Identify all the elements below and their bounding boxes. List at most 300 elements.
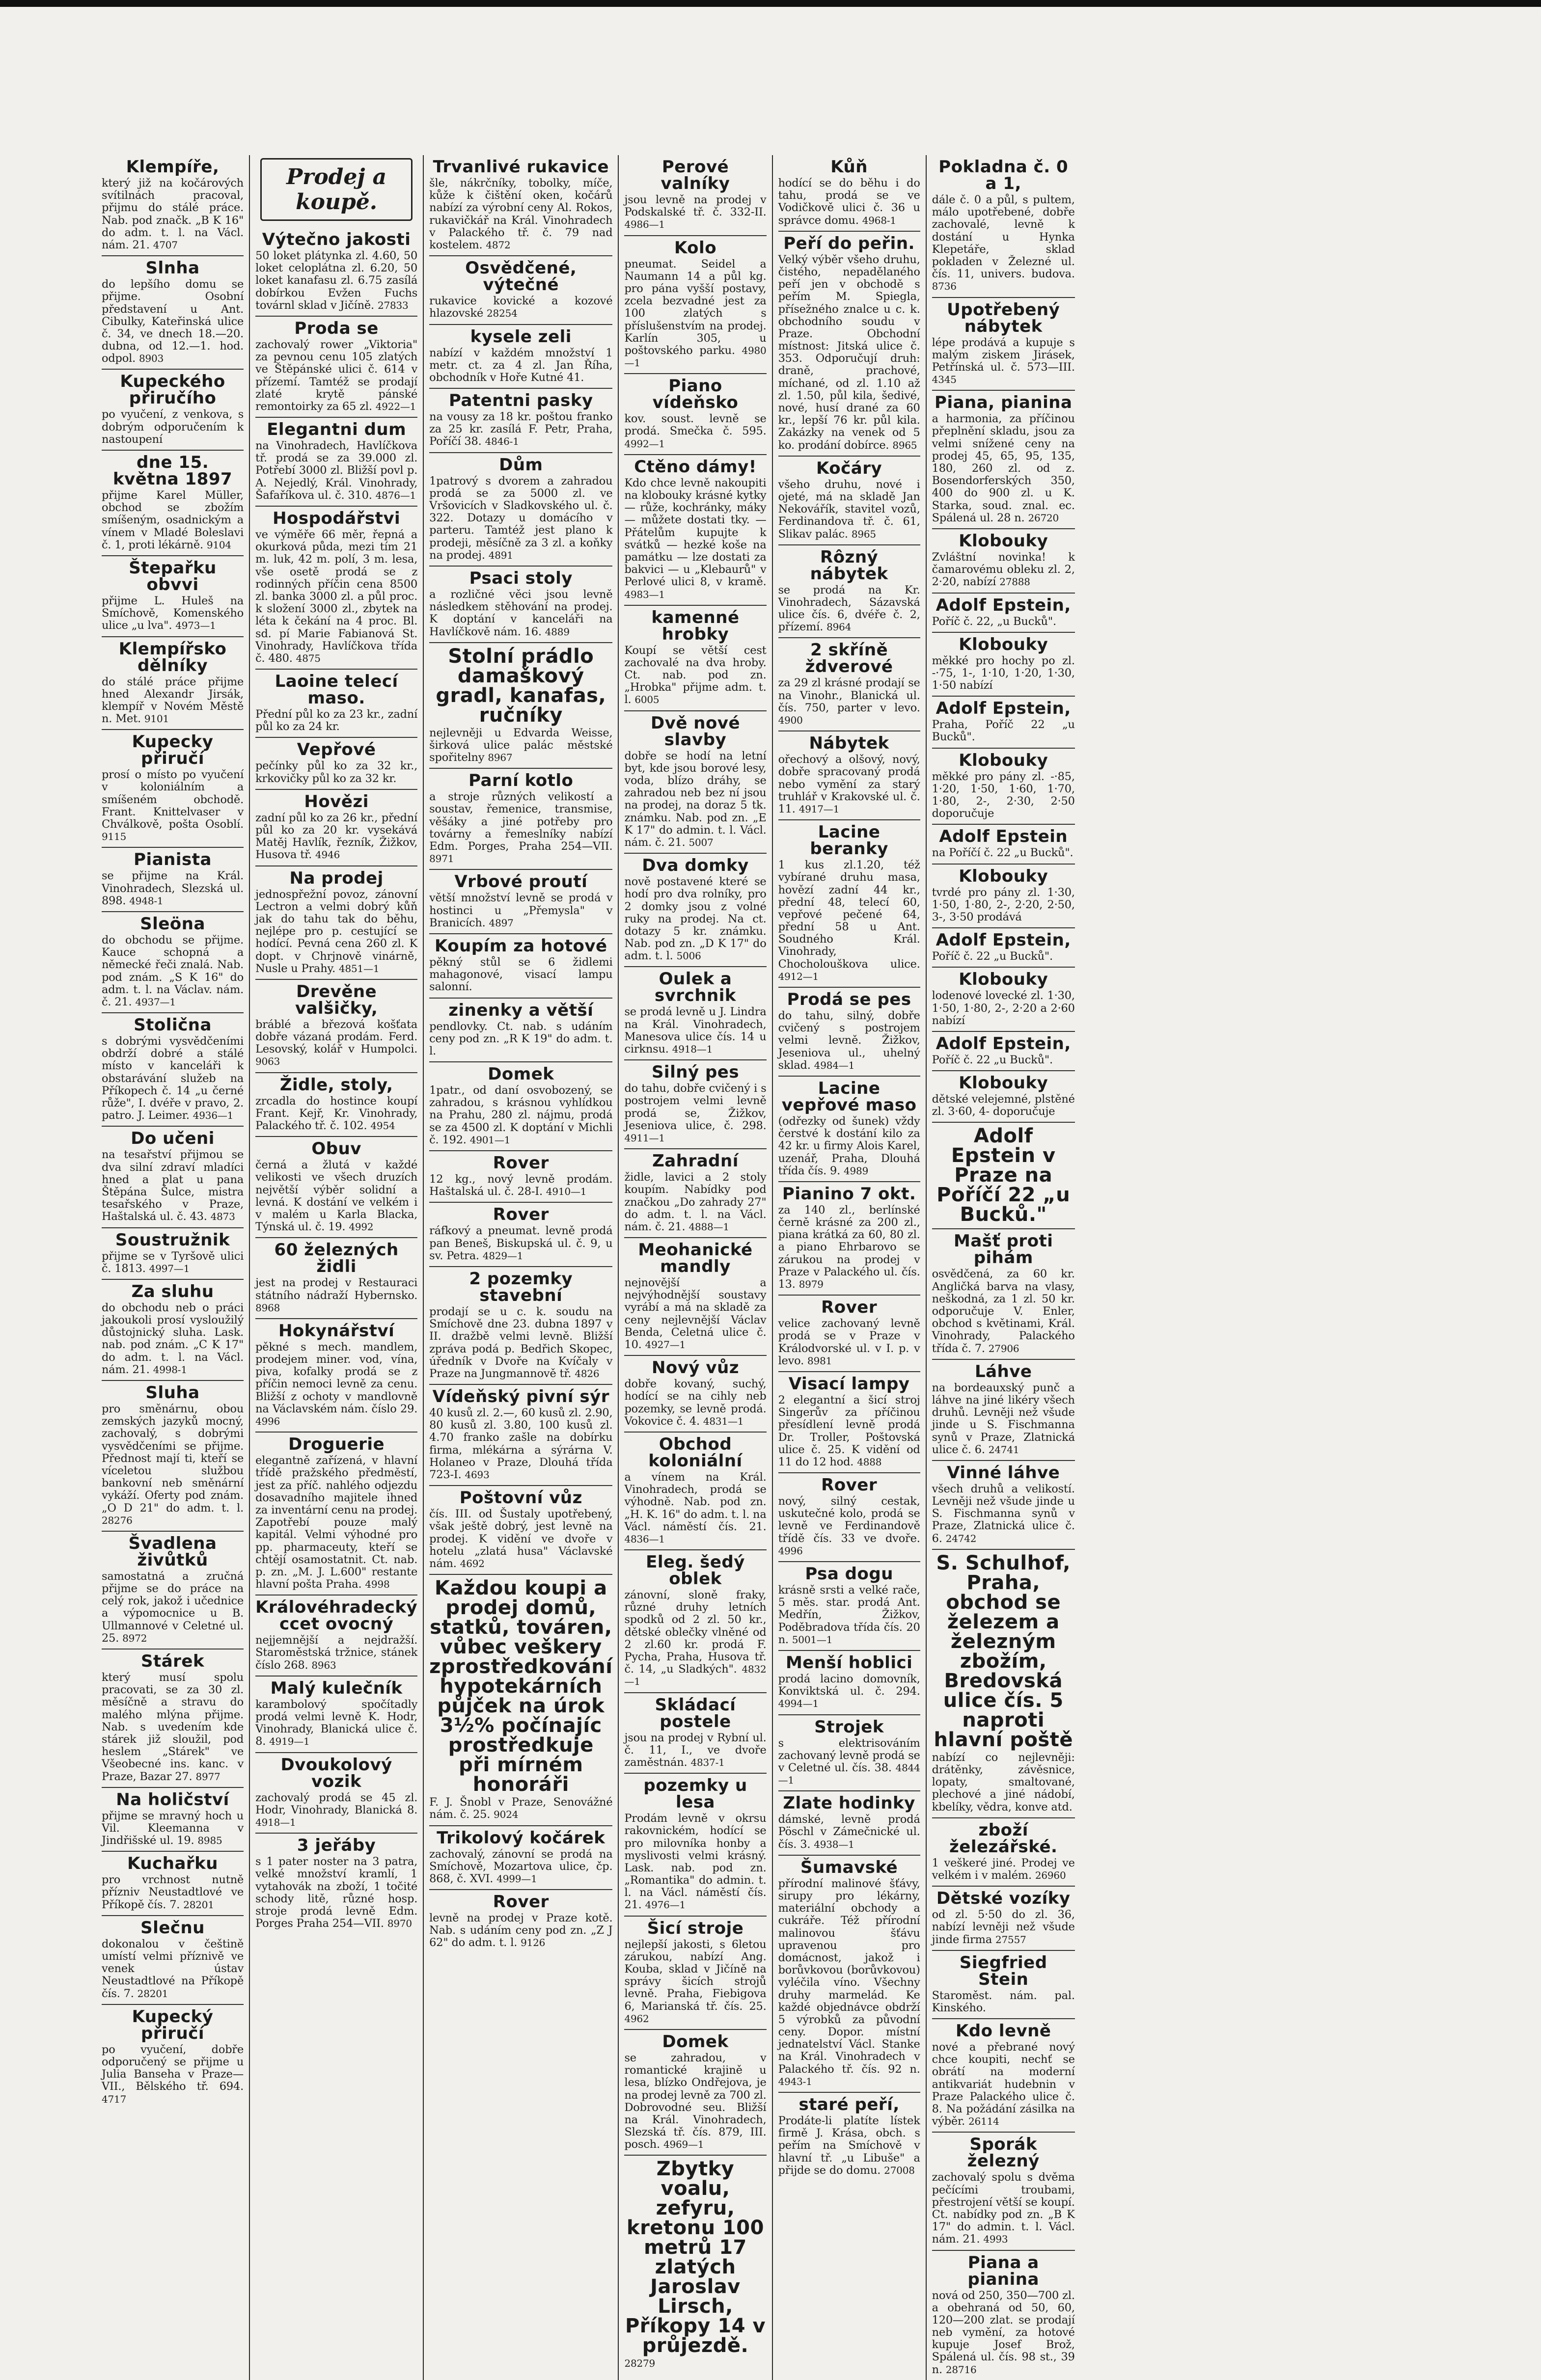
ad-text: do obchodu neb o práci jakoukoli prosí vysloužilý důstojnický sluha. Lask. nab. pod znám. „C K 17" do adm. t. l. na Václ. nám. 21. [102, 1301, 244, 1376]
column-4 [619, 155, 772, 2380]
ad-text: Koupí se větší cest zachovalé na dva hroby. Ct. nab. pod zn. „Hrobka" přijme adm. t. l. [624, 644, 767, 706]
ad-code: 5006 [676, 950, 701, 962]
classified-ad [102, 1788, 244, 1852]
ad-title: Pokladna č. 0 a 1, [938, 157, 1069, 193]
ad-body [255, 889, 417, 975]
ad-title: Klobouky [959, 970, 1048, 990]
ad-text: Poříč č. 22 „u Bucků". [932, 950, 1053, 963]
classified-ad [429, 1385, 612, 1486]
ad-code: 4832—1 [624, 1663, 767, 1688]
classified-ad [932, 298, 1075, 391]
ad-body [429, 1912, 612, 1949]
ad-code: 4891 [488, 549, 513, 561]
ad-text: s 1 pater noster na 3 patra, velké množství kramlí, 1 vytahovák na zboží, 1 točité schody litě, různé hosp. stroje prodá levně Edm. Porges Praha 254—VII. [255, 1855, 418, 1930]
classified-ad [429, 1151, 612, 1203]
ad-text: se zahradou, v romantické krajině u lesa, blízko Ondřejova, je na prodej levně za 700 zl. Dobrovodné seu. Bližší na Král. Vinohradech, Slezská tř. čís. 879, III. posch. [624, 2051, 767, 2151]
ad-title: Nábytek [809, 733, 889, 754]
ad-title: Láhve [974, 1361, 1032, 1381]
ad-text: jsou na prodej v Rybní ul. č. 11, I., ve dvoře zaměstnán. [624, 1731, 767, 1769]
classified-ad [624, 1774, 766, 1917]
ad-title: Adolf Epstein [939, 827, 1068, 847]
ad-text: do stálé práce přijme hned Alexandr Jirsák, klempíř v Novém Městě n. Met. [102, 675, 244, 726]
ad-code: 4996 [778, 1544, 803, 1557]
classified-ad [429, 1486, 612, 1575]
ad-body [624, 750, 766, 849]
ad-title: Dva domky [642, 856, 749, 876]
ad-title: Oulek a svrchnik [655, 969, 736, 1006]
ad-code: 4927—1 [645, 1339, 686, 1351]
ad-code: 5001—1 [792, 1633, 833, 1646]
ad-title: Adolf Epstein, [936, 1033, 1071, 1054]
ad-code: 4873 [210, 1211, 235, 1223]
ad-title: Šumavské [800, 1857, 898, 1877]
ad-text: pěkné s mech. mandlem, prodejem miner. vod, vína, piva, kofalky prodá se z příčin nemoci levně za cenu. Bližší z ochoty v mandlovně na Václavském nám. číslo 29. [255, 1340, 418, 1415]
classified-ad [102, 1280, 244, 1381]
classified-ad [255, 418, 417, 507]
ad-text: větší množství levně se prodá v hostinci u „Přemysla" v Branicích. [429, 892, 613, 929]
classified-ad [778, 638, 920, 731]
ad-title: Vrbové proutí [454, 872, 588, 892]
ad-text: 1 veškeré jiné. Prodej ve velkém i v malém. [932, 1856, 1075, 1882]
ad-text: 1 kus zl.1.20, též vybírané druhu masa, hovězí zadní 44 kr., přední 48, telecí 60, vepřové pečené 64, přední 58 u Ant. Soudného Král. Vinohrady, Chocholouškova ulice. [778, 859, 920, 971]
classified-ad [932, 968, 1075, 1032]
ad-title: 60 železných židli [274, 1240, 399, 1277]
ad-title: Skládací postele [655, 1695, 736, 1731]
ad-body [102, 934, 244, 1008]
ad-text: po vyučení, dobře odporučený se přijme u Julia Banseha v Praze—VII., Bělského tř. 694. [102, 2043, 244, 2093]
classified-ad [429, 389, 612, 453]
ad-body [778, 1584, 920, 1646]
classified-ad [624, 1060, 766, 1149]
ad-code: 27008 [884, 2164, 915, 2176]
ad-code: 27833 [377, 299, 409, 311]
ad-code: 8967 [488, 752, 513, 764]
ad-title: Mašť proti pihám [953, 1231, 1053, 1268]
ad-body [255, 1019, 417, 1068]
ad-body [624, 258, 766, 370]
classified-ad [102, 1381, 244, 1532]
ad-title: dne 15. května 1897 [112, 453, 233, 489]
ad-body [102, 1874, 244, 1911]
ad-code: 4980—1 [624, 344, 767, 369]
ad-body [778, 254, 920, 452]
ad-title: Zlate hodinky [783, 1793, 915, 1813]
ad-code: 4836—1 [624, 1533, 665, 1545]
ad-body [255, 1159, 417, 1233]
ad-title: Výtečno jakosti [262, 230, 411, 249]
ad-text: židle, lavici a 2 stoly koupím. Nabídky pod značkou „Do zahrady 27" do adm. t. l. na Václ. nám. č. 21. [624, 1171, 767, 1233]
ad-title: Hospodářstvi [273, 509, 401, 528]
classified-ad [429, 934, 612, 999]
classified-ad [255, 1319, 417, 1433]
ad-body [429, 347, 612, 384]
ad-text: měkké pro hochy po zl. -·75, 1-, 1·10, 1·20, 1·30, 1·50 nabízí [932, 654, 1075, 692]
ad-code: 4968-1 [862, 214, 896, 226]
ad-title: 2 pozemky stavební [469, 1269, 573, 1305]
ad-body [932, 337, 1075, 386]
classified-ad [778, 1651, 920, 1715]
ad-body [778, 1878, 920, 2088]
classified-ad [932, 2251, 1075, 2380]
ad-text: od zl. 5·50 do zl. 36, nabízí levněji než všude jinde firma [932, 1908, 1075, 1946]
ad-body [255, 1455, 417, 1591]
ad-title: Kůň [830, 157, 868, 177]
classified-ad [624, 711, 766, 854]
ad-code: 4872 [486, 239, 511, 251]
classified-ad [624, 1149, 766, 1238]
classified-ad [932, 1887, 1075, 1951]
ad-title: Klobouky [959, 531, 1048, 551]
ad-body [429, 177, 612, 251]
ad-code: 4998 [365, 1578, 390, 1591]
ad-title: Šicí stroje [647, 1918, 744, 1938]
ad-body [932, 1054, 1075, 1066]
ad-body [429, 727, 612, 764]
classified-ad [778, 1077, 920, 1182]
ad-text: pro směnárnu, obou zemských jazyků mocný, zachovalý, s dobrými vysvědčeními se přijme. Přednost mají ti, kteří se víceletou službou bankovní neb směnární vykáží. Oferty pod znám. „O D 21" do adm. t. l. [102, 1403, 244, 1515]
ad-code: 4888 [857, 1456, 882, 1468]
ad-body [429, 1508, 612, 1570]
ad-code: 4938—1 [814, 1838, 854, 1850]
ad-code: 27906 [988, 1342, 1019, 1354]
ad-code: 4946 [315, 849, 340, 861]
ad-title: Pianista [134, 850, 212, 870]
ad-code: 4918—1 [255, 1816, 296, 1828]
column-5 [773, 155, 927, 2380]
ad-body [429, 892, 612, 929]
ad-body [429, 411, 612, 448]
ad-text: Poříč č. 22 „u Bucků". [932, 1053, 1053, 1066]
classified-ad [255, 1073, 417, 1137]
ad-title: Proda se [294, 318, 379, 338]
ad-title: Ctěno dámy! [634, 457, 757, 477]
ad-title: Na holičství [116, 1789, 229, 1810]
ad-title: Dvoukolový vozik [280, 1755, 392, 1791]
ad-title: Psaci stoly [469, 568, 573, 588]
ad-body [429, 791, 612, 865]
ad-code: 8970 [387, 1918, 412, 1930]
ad-body [624, 1277, 766, 1351]
ad-text: černá a žlutá v každé velikosti ve všech druzích největší výběr solidní a levná. K dostání ve velkém i v malém u Karla Blacka, Týnská ul. č. 19. [255, 1159, 418, 1234]
ad-title: Lacine beranky [810, 822, 888, 859]
ad-text: přijme se v Tyršově ulici č. 1813. [102, 1249, 244, 1275]
ad-text: Prodám levně v okrsu rakovnickém, hodící se pro milovníka honby a myslivosti velmi krásný. Lask. nab. pod zn. „Romantika" do admin. t. l. na Václ. náměstí čís. 21. [624, 1812, 767, 1912]
ad-text: se prodá levně u J. Lindra na Král. Vinohradech, Manesova ulice čís. 14 u cirknsu. [624, 1005, 767, 1055]
ad-body [778, 1737, 920, 1787]
ad-text: přijme L. Huleš na Smíchově, Komenského ulice „u lva". [102, 594, 244, 632]
classified-ad [932, 1360, 1075, 1461]
ad-code: 4889 [545, 625, 570, 638]
ad-text: s dobrými vysvědčeními obdrží dobré a stálé místo v kanceláři k obstarávání služeb na Příkopech č. 14 „u černé růže", I. dvéře v pravo, 2. patro. J. Leimer. [102, 1035, 244, 1122]
ad-title: Rover [493, 1892, 549, 1912]
ad-code: 8968 [255, 1301, 280, 1314]
classified-ad [255, 1596, 417, 1677]
ad-code: 4917—1 [798, 803, 840, 815]
ad-text: a rozličné věci jsou levně následkem stěhování na prodej. K doptání v kanceláři na Havlíčkově nám. 16. [429, 588, 613, 638]
classified-ad [624, 1693, 766, 1774]
ad-text: na bordeauxský punč a láhve na jiné likéry všech druhů. Levněji než všude jinde u S. Fischmanna synů v Praze, Zlatnická ulice č. 6. [932, 1381, 1075, 1456]
ad-body [778, 1318, 920, 1367]
classified-ad [932, 1461, 1075, 1550]
ad-title: Klempířsko dělníky [118, 639, 227, 676]
ad-body [932, 2171, 1075, 2245]
ad-code: 4997—1 [149, 1262, 190, 1274]
ad-code: 4998-1 [153, 1363, 187, 1376]
classified-ad [778, 232, 920, 457]
classified-ad [255, 317, 417, 418]
ad-text: nabízí co nejlevněji: drátěnky, závěsnice, lopaty, smaltované, plechové a jiné nádobí, kbelíky, vědra, konve atd. [932, 1751, 1075, 1813]
ad-title: Rover [493, 1205, 549, 1225]
ad-code: 4936—1 [193, 1109, 234, 1122]
ad-title: Židle, stoly, [279, 1075, 393, 1095]
ad-code: 4844—1 [778, 1761, 920, 1786]
ad-code: 4976—1 [645, 1899, 686, 1911]
ad-code: 4986—1 [624, 218, 665, 231]
ad-code: 28276 [102, 1514, 133, 1526]
ad-text: karambolový spočítadly prodá velmi levně K. Hodr, Vinohrady, Blanická ulice č. 8. [255, 1698, 418, 1748]
ad-title: Klobouky [959, 1073, 1048, 1093]
classified-ad [429, 256, 612, 325]
ad-body [932, 950, 1075, 963]
classified-ad [624, 1433, 766, 1550]
classified-ad [255, 1433, 417, 1596]
ad-title: Stolična [134, 1015, 212, 1035]
classified-ad [429, 1890, 612, 1953]
classified-ad [429, 643, 612, 769]
ad-body [102, 489, 244, 551]
ad-text: do tahu, dobře cvičený i s postrojem velmi levně prodá se, Žižkov, Jeseniova ulice, č. 298. [624, 1082, 767, 1132]
classified-ad [624, 1550, 766, 1693]
ad-body [102, 1810, 244, 1847]
ad-text: zachovalý prodá se 45 zl. Hodr, Vinohrady, Blanická 8. [255, 1791, 418, 1816]
ad-text: Přední půl ko za 23 kr., zadní půl ko za 24 kr. [255, 708, 418, 733]
ad-title: Visací lampy [788, 1374, 910, 1394]
classified-ad [778, 1791, 920, 1856]
ad-text: 12 kg., nový levně prodám. Haštalská ul. č. 28-I. [429, 1173, 613, 1198]
classified-ad [429, 1062, 612, 1151]
ad-code: 8979 [798, 1278, 824, 1290]
ad-text: nejlevněji u Edvarda Weisse, širková ulice palác městské spořitelny [429, 726, 613, 764]
ad-title: Psa dogu [805, 1564, 893, 1584]
ad-title: Stolní prádlo damaškový gradl, kanafas, ručníky [436, 645, 606, 727]
ad-title: Adolf Epstein, [936, 595, 1071, 615]
ad-body [778, 1204, 920, 1291]
ad-body [932, 655, 1075, 692]
ad-text: měkké pro pány zl. -·85, 1·20, 1·50, 1·60, 1·70, 1·80, 2-, 2·30, 2·50 doporučuje [932, 770, 1075, 820]
ad-body [255, 1856, 417, 1930]
ad-body [932, 771, 1075, 820]
ad-body [429, 1021, 612, 1058]
classified-ad [932, 594, 1075, 633]
ad-title: kysele zeli [470, 326, 572, 347]
ad-body [102, 676, 244, 726]
ad-code: 8965 [851, 528, 876, 540]
ad-title: Na prodej [289, 868, 384, 888]
advertisement-page [96, 155, 1388, 2376]
ad-text: zachovalý, zánovní se prodá na Smíchově, Mozartova ulice, čp. 868, č. XVI. [429, 1847, 613, 1885]
ad-body [102, 769, 244, 843]
ad-body [255, 1277, 417, 1314]
classified-ad [778, 820, 920, 988]
classified-ad [778, 2093, 920, 2181]
ad-title: 2 skříně ždverové [805, 640, 893, 677]
ad-code: 9126 [521, 1937, 546, 1949]
ad-title: Dětské vozíky [936, 1889, 1071, 1909]
classified-ad [102, 451, 244, 556]
ad-title: Menší hoblici [785, 1652, 913, 1673]
ad-body [932, 616, 1075, 628]
ad-text: dobře kovaný, suchý, hodící se na cihly neb pozemky, se levně prodá. Vokovice č. 4. [624, 1378, 767, 1428]
ad-body [102, 1149, 244, 1223]
ad-text: který musí spolu pracovati, se za 30 zl. měsíčně a stravu do malého mlýna přijme. Nab. s uvedením kde stárek již sloužil, pod heslem „Stárek" ve Všeobecné ins. kanc. v Praze, Bazar 27. [102, 1671, 244, 1783]
ad-body [624, 1812, 766, 1912]
classified-ad [778, 1372, 920, 1473]
classified-ad [255, 1753, 417, 1834]
ad-body [932, 1268, 1075, 1354]
ad-code: 4829—1 [482, 1249, 523, 1262]
ad-body [932, 1093, 1075, 1118]
ad-title: Kupeckého přiručího [120, 372, 225, 408]
ad-body [778, 2115, 920, 2177]
ad-title: Strojek [814, 1717, 884, 1737]
ad-body [932, 2041, 1075, 2128]
ad-body [429, 295, 612, 320]
ad-title: Meohanické mandly [638, 1240, 753, 1277]
classified-ad [624, 2030, 766, 2156]
ad-body [102, 1570, 244, 1645]
ad-title: Eleg. šedý oblek [646, 1552, 745, 1589]
ad-title: Droguerie [288, 1434, 385, 1455]
ad-title: Drevěne valšičky, [295, 981, 378, 1018]
ad-title: Vepřové [297, 740, 376, 760]
ad-body [778, 1495, 920, 1557]
ad-title: Za sluhu [131, 1281, 214, 1301]
ad-body [932, 1752, 1075, 1813]
ad-code: 8972 [122, 1632, 147, 1644]
ad-body [624, 1006, 766, 1055]
classified-ad [102, 1013, 244, 1127]
ad-code: 4943-1 [778, 2075, 812, 2087]
ad-text: F. J. Šnobl v Praze, Senovážné nám. č. 25. [429, 1796, 613, 1821]
ad-text: nové a přebrané nový chce koupiti, nechť se obrátí na moderní antikvariát hudebnin v Praze Palackého ulice č. 8. Na požádání zásilka na výběr. [932, 2041, 1075, 2128]
classified-ad [932, 928, 1075, 968]
classified-ad [932, 1550, 1075, 1818]
ad-code: 4989 [844, 1164, 869, 1177]
ad-code: 28716 [945, 2363, 977, 2376]
ad-text: dobře se hodí na letní byt, kde jsou borové lesy, voda, blízo dráhy, se zahradou neb bez ní jsou na prodej, na doraz 5 tk. známku. Nab. pod zn. „E K 17" do admin. t. l. Václ. nám. č. 21. [624, 749, 767, 849]
ad-title: Zahradní [652, 1151, 739, 1171]
ad-title: zboží železářské. [949, 1820, 1058, 1857]
classified-ad [624, 1238, 766, 1356]
ad-text: zánovní, sloně fraky, různé druhy letních spodků od 2 zl. 50 kr., dětské oblečky vlněné od 2 zl.60 kr. prodá F. Pycha, Praha, Husova tř. č. 14, „u Sladkých". [624, 1589, 767, 1676]
ad-code: 4919—1 [269, 1735, 310, 1748]
ad-text: po vyučení, z venkova, s dobrým odporučením k nastoupení [102, 408, 244, 446]
classified-ad [429, 453, 612, 567]
classified-ad [932, 391, 1075, 529]
ad-text: a vínem na Král. Vinohradech, prodá se výhodně. Nab. pod zn. „H. K. 16" do adm. t. l. na Václ. náměstí čís. 21. [624, 1470, 767, 1533]
ad-text: dále č. 0 a půl, s pultem, málo upotřebené, dobře zachovalé, levně k dostání u Hynka Klepetáře, sklad pokladen v Železné ul. čís. 11, univers. budova. [932, 193, 1075, 281]
ad-title: Piana, pianina [935, 393, 1073, 413]
ad-body [778, 677, 920, 727]
ad-code: 8971 [429, 853, 454, 865]
ad-body [429, 1173, 612, 1198]
ad-code: 28279 [624, 2357, 656, 2370]
ad-body [778, 1010, 920, 1072]
ad-title: staré peří, [798, 2095, 900, 2114]
ad-code: 4707 [153, 239, 178, 251]
ad-text: pěkný stůl se 6 židlemi mahagonové, visací lampu salonní. [429, 955, 613, 994]
ad-body [102, 1035, 244, 1122]
ad-code: 4983—1 [624, 588, 665, 600]
ad-title: Trikolový kočárek [437, 1828, 605, 1848]
ad-text: osvědčená, za 60 kr. Angličká barva na vlasy, neškodná, za 1 zl. 50 kr. odporučuje V. Enler, obchod s květinami, Král. Vinohrady, Palackého třída č. 7. [932, 1268, 1075, 1355]
ad-code: 4994—1 [778, 1698, 819, 1710]
classified-ad [429, 999, 612, 1063]
ad-text: přírodní malinové šťávy, sirupy pro lékárny, materiální obchody a cukráře. Též přírodní malinovou šťávu upravenou pro domácnost, jakož i borůvkovou (borůvkovou) vyléčila víno. Všechny druhy marmelád. Ke každé objednávce obdrží 5 výrobků za původní ceny. Dopor. místní jednatelství Václ. Stanke na Král. Vinohradech v Palackého tř. čís. 92 n. [778, 1877, 920, 2076]
ad-text: ve výměře 66 měr, řepná a okurková půda, mezi tím 21 m. luk, 42 m. polí, 3 m. lesa, vše osetě prodá se z rodinných příčin cena 8500 zl. banka 3000 zl. a půl proc. k složení 3000 zl., zbytek na léta k čekání na 4 proc. Bl. sd. pí Marie Fabianová St. Vinohrady, Havlíčkova třída č. 480. [255, 528, 418, 665]
classified-ad [778, 457, 920, 545]
ad-code: 4693 [465, 1469, 490, 1481]
classified-ad [624, 455, 766, 606]
ad-body [932, 1483, 1075, 1545]
ad-body [102, 1302, 244, 1376]
ad-body [624, 1171, 766, 1233]
ad-code: 4846-1 [485, 435, 519, 448]
ad-body [778, 1813, 920, 1851]
ad-body [102, 278, 244, 365]
ad-body [932, 551, 1075, 589]
ad-body [624, 1471, 766, 1545]
classified-ad [102, 1228, 244, 1280]
ad-title: Klempíře, [126, 157, 220, 177]
classified-ad [624, 1917, 766, 2030]
classified-ad [102, 1852, 244, 1916]
ad-title: Štepařku obvvi [129, 558, 217, 595]
ad-title: Kupecký přiručí [132, 2006, 214, 2043]
ad-code: 27888 [999, 576, 1030, 588]
ad-code: 8963 [311, 1659, 336, 1671]
ad-text: čís. III. od Šustaly upotřebený, však ještě dobrý, jest levně na prodej. K vidění ve dvoře v hotelu „zlatá husa" Václavské nám. [429, 1508, 613, 1570]
ad-code: 24741 [988, 1443, 1019, 1456]
ad-text: nejnovější a nejvýhodnější soustavy vyrábí a má na skladě za ceny nejlevnější Václav Benda, Celetná ulice č. 10. [624, 1276, 767, 1351]
classified-ad [932, 1951, 1075, 2019]
classified-ad [932, 1123, 1075, 1229]
classified-ad [255, 980, 417, 1073]
classified-ad [429, 769, 612, 870]
ad-title: Siegfried Stein [959, 1952, 1047, 1989]
ad-text: ořechový a olšový, nový, dobře spracovaný prodá nebo vymění za starý truhlář v Krakovské ul. č. 11. [778, 753, 920, 815]
ad-code: 4888—1 [688, 1220, 729, 1233]
ad-text: elegantně zařízená, v hlavní třídě pražského předměstí, jest za příč. nahlého odjezdu dosavadního majitele ihned za inventární cenu na prodej. Zapotřebí pouze malý kapitál. Velmi výhodné pro pp. pharmaceuty, kteří se chtějí osamostatnit. Ct. nab. p. zn. „M. J. L.600" restante hlavní pošta Praha. [255, 1454, 418, 1591]
classified-ad [932, 1032, 1075, 1071]
ad-text: Praha, Poříč 22 „u Bucků". [932, 718, 1075, 744]
ad-text: 2 elegantní a šicí stroj Singerův za příčinou přesídlení levně prodá Dr. Troller, Poštovská ulice č. 25. K vidění od 11 do 12 hod. [778, 1393, 920, 1468]
ad-body [624, 1378, 766, 1428]
ad-text: dámské, levně prodá Pöschl v Zámečnické ul. čís. 3. [778, 1813, 920, 1851]
classified-ad [255, 507, 417, 670]
ad-title: zinenky a větší [448, 1000, 594, 1020]
ad-title: Rover [493, 1153, 549, 1173]
ad-text: na Poříčí č. 22 „u Bucků". [932, 846, 1073, 860]
ad-body [255, 1634, 417, 1672]
ad-body [255, 760, 417, 784]
classified-ad [255, 228, 417, 317]
classified-ad [429, 870, 612, 934]
ad-body [102, 595, 244, 632]
classified-ad [778, 988, 920, 1077]
ad-code: 4851—1 [338, 962, 380, 974]
ad-code: 26114 [968, 2115, 999, 2128]
